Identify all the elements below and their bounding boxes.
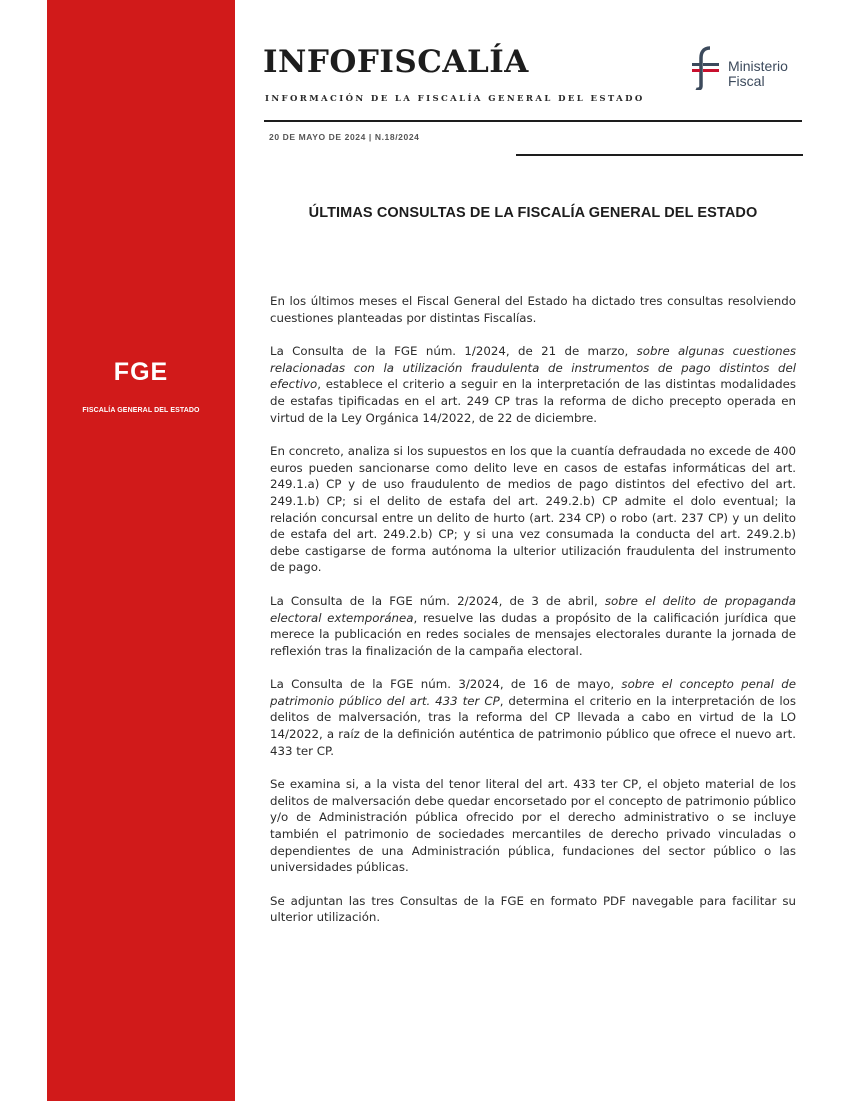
logo-wordmark [728,59,788,89]
consulta-3-rest: , determina el criterio en la interpretación de los delitos de malversación, tras la reforma del CP llevada a cabo en virtud de la LO 14/2022, a raíz de la definición auténtica de patrimonio público que ofrece el nuevo art. 433 ter CP. [270,693,796,758]
consulta-3-lead: La Consulta de la FGE núm. 3/2024, de 16 de mayo, [270,677,622,692]
issue-date: 20 DE MAYO DE 2024 | N.18/2024 [269,132,420,142]
consulta-1-title: sobre algunas cuestiones relacionadas con la utilización fraudulenta de instrumentos de pago distintos del efectivo [270,344,796,392]
logo-line-1: Ministerio [728,58,788,74]
header-rule-bottom [516,154,803,156]
paragraph-consulta-1 [270,343,796,426]
paragraph-closing: Se adjuntan las tres Consultas de la FGE en formato PDF navegable para facilitar su ulterior utilización. [270,893,796,925]
consulta-2-title: sobre el delito de propaganda electoral extemporánea [270,593,797,625]
fge-acronym: FGE [113,358,169,386]
sidebar-band [47,0,235,1101]
consulta-1-lead: La Consulta de la FGE núm. 1/2024, de 21 de marzo, [270,344,637,359]
consulta-2-lead: La Consulta de la FGE núm. 2/2024, de 3 de abril, [270,593,605,608]
paragraph-consulta-1-detail: En concreto, analiza si los supuestos en los que la cuantía defraudada no excede de 400 euros pueden sancionarse como delito leve en casos de estafas informáticas del art. 249.1.a) CP y de uso fraudulento de medios de pago distintos del efectivo del art. 249.1.b) CP; si el delito de estafa del art. 249.2.b) CP admite el dolo eventual; la relación concursal entre un delito de hurto (art. 234 CP) o robo (art. 237 CP) y un delito de estafa del art. 249.2.b) CP; y si una vez consumada la conducta del art. 249.2.b) debe castigarse de forma autónoma la ulterior utilización fraudulenta del instrumento de pago. [270,444,796,575]
paragraph-consulta-3-detail: Se examina si, a la vista del tenor literal del art. 433 ter CP, el objeto material de los delitos de malversación debe quedar encorsetado por el concepto de patrimonio público y/o de Administración pública ofrecido por el derecho administrativo o se incluye también el patrimonio de sociedades mercantiles de derecho privado vinculadas o dependientes de una Administración pública, fundaciones del sector público o las universidades públicas. [270,777,796,875]
paragraph-consulta-2 [270,593,796,659]
paragraph-intro: En los últimos meses el Fiscal General del Estado ha dictado tres consultas resolviendo cuestiones planteadas por distintas Fiscalías. [270,294,796,325]
logo-line-2: Fiscal [728,73,765,89]
ministerio-fiscal-logo-icon [688,46,724,90]
consulta-2-rest: , resuelve las dudas a propósito de la calificación jurídica que merece la publicación en redes sociales de mensajes electorales durante la jornada de reflexión tras la finalización de la campaña electoral. [270,610,797,658]
article-heading: ÚLTIMAS CONSULTAS DE LA FISCALÍA GENERAL DEL ESTADO [308,205,758,221]
newsletter-subtitle: INFORMACIÓN DE LA FISCALÍA GENERAL DEL ESTADO [265,94,645,104]
paragraph-consulta-3 [270,676,796,759]
fge-full-name: FISCALÍA GENERAL DEL ESTADO [82,407,200,414]
newsletter-title: INFOFISCALÍA [263,44,529,80]
consulta-1-rest: , establece el criterio a seguir en la interpretación de las distintas modalidades de estafas tipificadas en el art. 249 CP tras la reforma de dicho precepto operada en virtud de la Ley Orgánica 14/2022, de 22 de diciembre. [270,377,796,425]
consulta-3-title: sobre el concepto penal de patrimonio público del art. 433 ter CP [270,677,796,708]
article-body [270,293,796,943]
header-rule-top [264,120,802,122]
ministerio-fiscal-logo [688,46,800,90]
